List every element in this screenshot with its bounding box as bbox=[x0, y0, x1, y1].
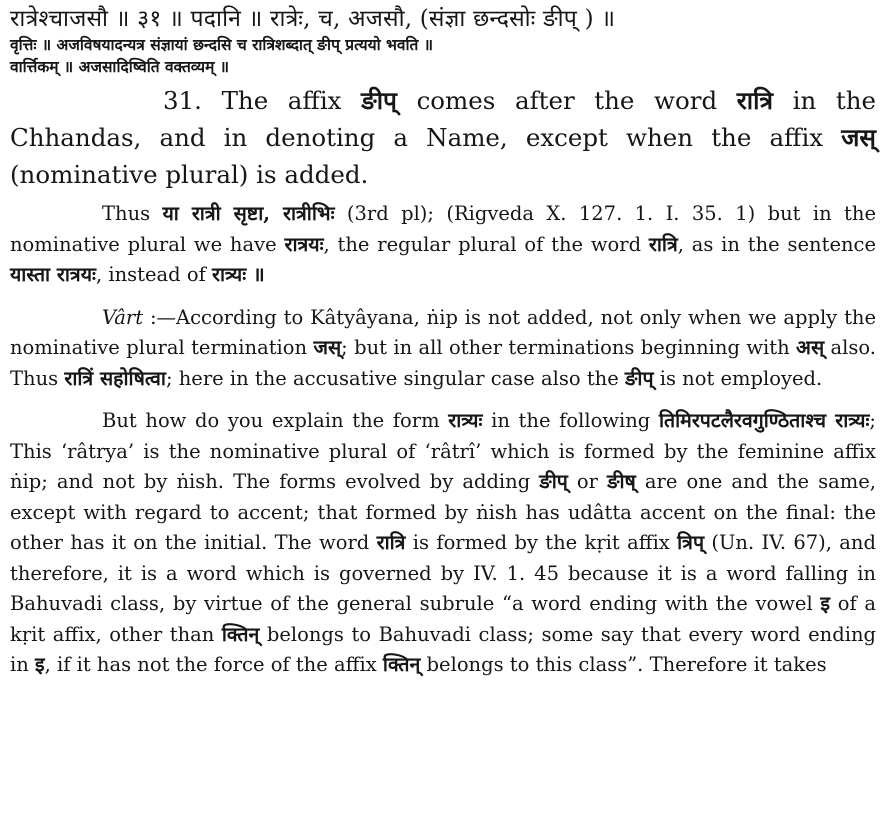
paragraph-text: , the regular plural of the word bbox=[323, 232, 649, 256]
paragraph-text: :—According to Kâtyâyana, ṅip is not added, not only when we apply the nominative plural termination bbox=[10, 305, 876, 359]
devanagari-term: तिमिरपटलैरवगुण्ठिताश्च रात्र्यः bbox=[658, 409, 870, 432]
devanagari-term: रात्रि bbox=[648, 232, 678, 256]
paragraph-text: are one and the same, except with regard to accent; that formed by ṅish has udâtta accent on the final: the other has it on the initial. The word bbox=[10, 470, 876, 554]
vart-label: Vârt bbox=[102, 305, 144, 329]
paragraph-text: of a kṛit affix, other than bbox=[10, 592, 876, 646]
translation-text: comes after the word bbox=[396, 86, 737, 115]
paragraph-text: is not employed. bbox=[653, 366, 823, 390]
devanagari-term: जस् bbox=[313, 336, 342, 359]
devanagari-term: अस् bbox=[796, 336, 825, 359]
devanagari-term: ङीप् bbox=[624, 366, 654, 390]
sutra-number: 31. bbox=[163, 86, 202, 115]
devanagari-term: रात्रयः bbox=[284, 232, 324, 256]
commentary-paragraph-2 bbox=[10, 303, 876, 395]
translation-text: The affix bbox=[201, 86, 362, 115]
devanagari-term: ङीष् bbox=[607, 470, 636, 493]
paragraph-text: is formed by the kṛit affix bbox=[405, 531, 678, 554]
vritti-line: वृत्तिः ॥ अजविषयादन्यत्र संज्ञायां छन्दसि च रात्रिशब्दात् ङीप् प्रत्ययो भवति ॥ bbox=[10, 35, 434, 54]
devanagari-term: इ bbox=[820, 592, 830, 615]
paragraph-text: ; here in the accusative singular case also the bbox=[165, 366, 625, 390]
paragraph-text: belongs to Bahuvadi class; some say that every word ending in bbox=[10, 622, 876, 676]
paragraph-text: But how do you explain the form bbox=[102, 409, 449, 432]
devanagari-term: इ bbox=[35, 653, 45, 676]
paragraph-text: , instead of bbox=[95, 263, 212, 286]
paragraph-text: Thus bbox=[102, 202, 163, 225]
devanagari-term: रात्रि bbox=[736, 86, 774, 115]
devanagari-term: त्रिप् bbox=[677, 531, 705, 554]
paragraph-text: (3rd pl); (Rigveda X. 127. 1. I. 35. 1) but in the nominative plural we have bbox=[10, 202, 876, 256]
devanagari-term: रात्र्यः bbox=[448, 409, 483, 432]
paragraph-text: (Un. IV. 67), and therefore, it is a word which is governed by IV. 1. 45 because it is a word falling in Bahuvadi class, by virtue of the general subrule “a word ending with the vowel bbox=[10, 531, 876, 615]
paragraph-text: or bbox=[567, 470, 608, 493]
devanagari-term: यास्ता रात्रयः bbox=[10, 263, 96, 286]
devanagari-term: ङीप् bbox=[539, 470, 568, 493]
devanagari-term: रात्रिं सहोषित्वा bbox=[64, 366, 166, 390]
devanagari-term: रात्रि bbox=[376, 531, 406, 554]
commentary-paragraph-3 bbox=[10, 406, 876, 681]
varttika-line: वार्त्तिकम् ॥ अजसादिष्विति वक्तव्यम् ॥ bbox=[10, 57, 230, 76]
devanagari-term: क्तिन् bbox=[221, 622, 260, 646]
paragraph-text: in the following bbox=[482, 409, 659, 432]
paragraph-text: ; but in all other terminations beginning with bbox=[341, 336, 797, 359]
devanagari-term: रात्र्यः ॥ bbox=[212, 263, 265, 286]
commentary-paragraph-1 bbox=[10, 199, 876, 291]
sutra-header: रात्रेश्चाजसौ ॥ ३१ ॥ पदानि ॥ रात्रेः, च, अजसौ, (संज्ञा छन्दसोः ङीप् ) ॥ bbox=[10, 6, 616, 32]
translation-text: (nominative plural) is added. bbox=[10, 160, 369, 189]
sutra-translation bbox=[10, 82, 876, 193]
translation-text: in the Chhandas, and in denoting a Name, except when the affix bbox=[10, 86, 876, 152]
devanagari-term: क्तिन् bbox=[382, 653, 421, 676]
paragraph-text: also. Thus bbox=[10, 336, 876, 390]
paragraph-text: , as in the sentence bbox=[677, 232, 876, 256]
devanagari-term: ङीप् bbox=[361, 86, 397, 115]
devanagari-term: जस् bbox=[841, 123, 876, 152]
paragraph-text: belongs to this class”. Therefore it takes bbox=[420, 653, 827, 676]
devanagari-term: या रात्री सृष्टा, रात्रीभिः bbox=[162, 202, 335, 225]
paragraph-text: , if it has not the force of the affix bbox=[44, 653, 383, 676]
paragraph-text: ; This ‘râtrya’ is the nominative plural of ‘râtrî’ which is formed by the feminine affix ṅip; and not by ṅish. The forms evolved by adding bbox=[10, 409, 876, 493]
